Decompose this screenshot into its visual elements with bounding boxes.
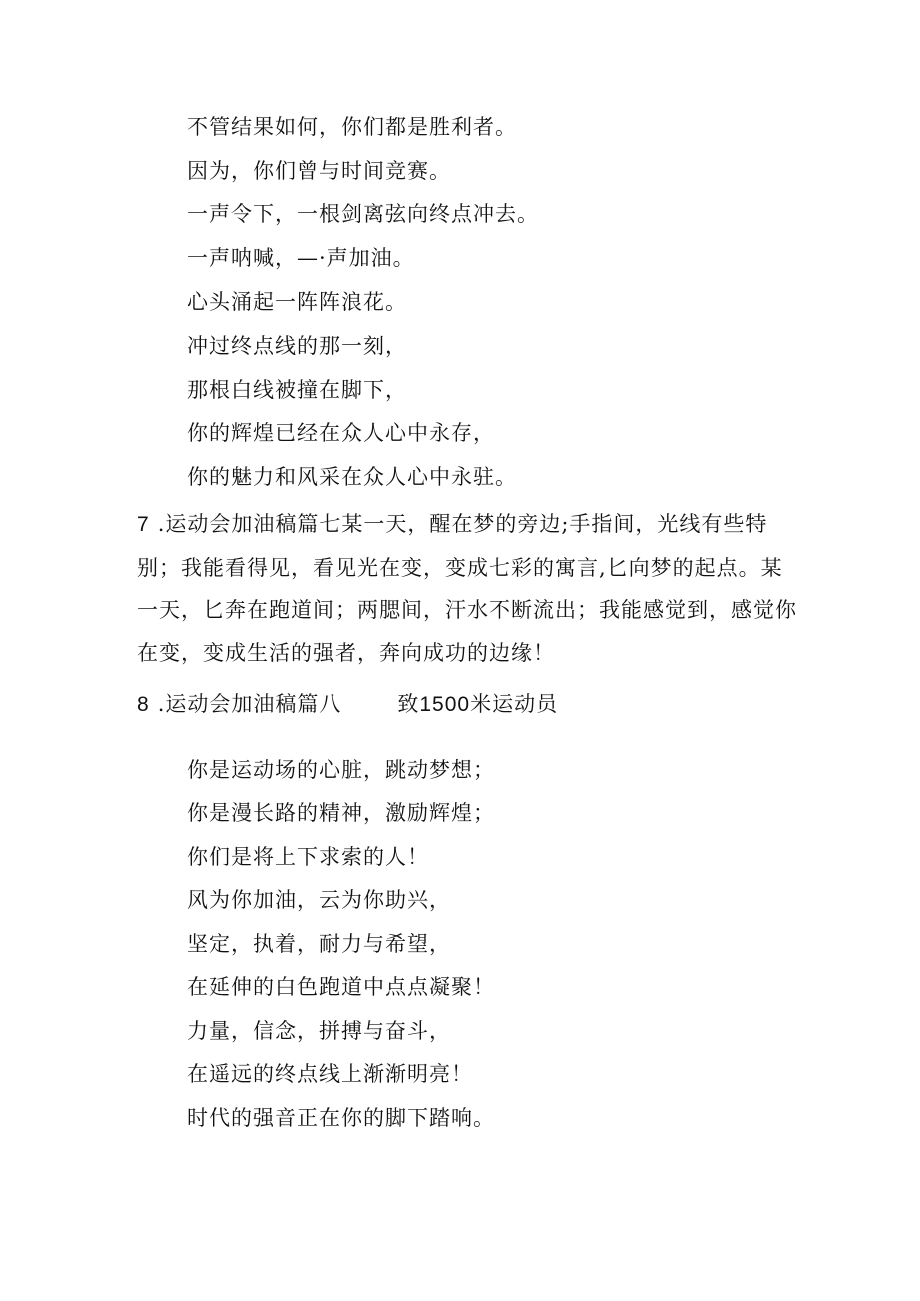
section-8-title: .运动会加油稿篇八 [157, 692, 342, 716]
poem-a-line-1: 不管结果如何，你们都是胜利者。 [187, 115, 517, 139]
section-7-number: 7 [137, 513, 150, 536]
poem-a-line-4: 一声呐喊，—·声加油。 [187, 246, 415, 270]
poem-b-line-4: 风为你加油，云为你助兴， [187, 888, 451, 912]
section-7-paragraph [137, 503, 797, 674]
poem-a-line-3: 一声令下，一根剑离弦向终点冲去。 [187, 202, 539, 226]
poem-a-line-2: 因为，你们曾与时间竞赛。 [187, 159, 451, 183]
poem-b-line-7: 力量，信念，拼搏与奋斗， [187, 1019, 451, 1043]
poem-b-line-8: 在遥远的终点线上渐渐明亮！ [187, 1062, 473, 1086]
section-8-subtitle [397, 692, 558, 716]
poem-b-line-3: 你们是将上下求索的人！ [187, 845, 429, 869]
poem-b-line-9: 时代的强音正在你的脚下踏响。 [187, 1106, 495, 1130]
poem-b-line-5: 坚定，执着，耐力与希望， [187, 932, 451, 956]
subtitle-prefix: 致 [397, 692, 420, 716]
poem-a-line-8: 你的辉煌已经在众人心中永存， [187, 421, 495, 445]
poem-b-line-2: 你是漫长路的精神，激励辉煌； [187, 801, 495, 825]
poem-a-line-5: 心头涌起一阵阵浪花。 [187, 290, 407, 314]
subtitle-digits: 1500 [419, 693, 471, 716]
section-8-heading [137, 690, 558, 719]
subtitle-suffix: 米运动员 [470, 692, 559, 716]
poem-a-line-6: 冲过终点线的那一刻， [187, 334, 407, 358]
section-8-number: 8 [137, 693, 150, 716]
poem-a-line-9: 你的魅力和风采在众人心中永驻。 [187, 465, 517, 489]
poem-b-line-1: 你是运动场的心脏，跳动梦想； [187, 758, 495, 782]
poem-a-line-7: 那根白线被撞在脚下， [187, 378, 407, 402]
poem-b-line-6: 在延伸的白色跑道中点点凝聚！ [187, 975, 495, 999]
section-7-text: .运动会加油稿篇七某一天，醒在梦的旁边;手指间，光线有些特别；我能看得见，看见光在变，变成七彩的寓言,匕向梦的起点。某一天，匕奔在跑道间；两腮间，汗水不断流出；我能感觉到，感觉你在变，变成生活的强者，奔向成功的边缘！ [137, 512, 797, 665]
